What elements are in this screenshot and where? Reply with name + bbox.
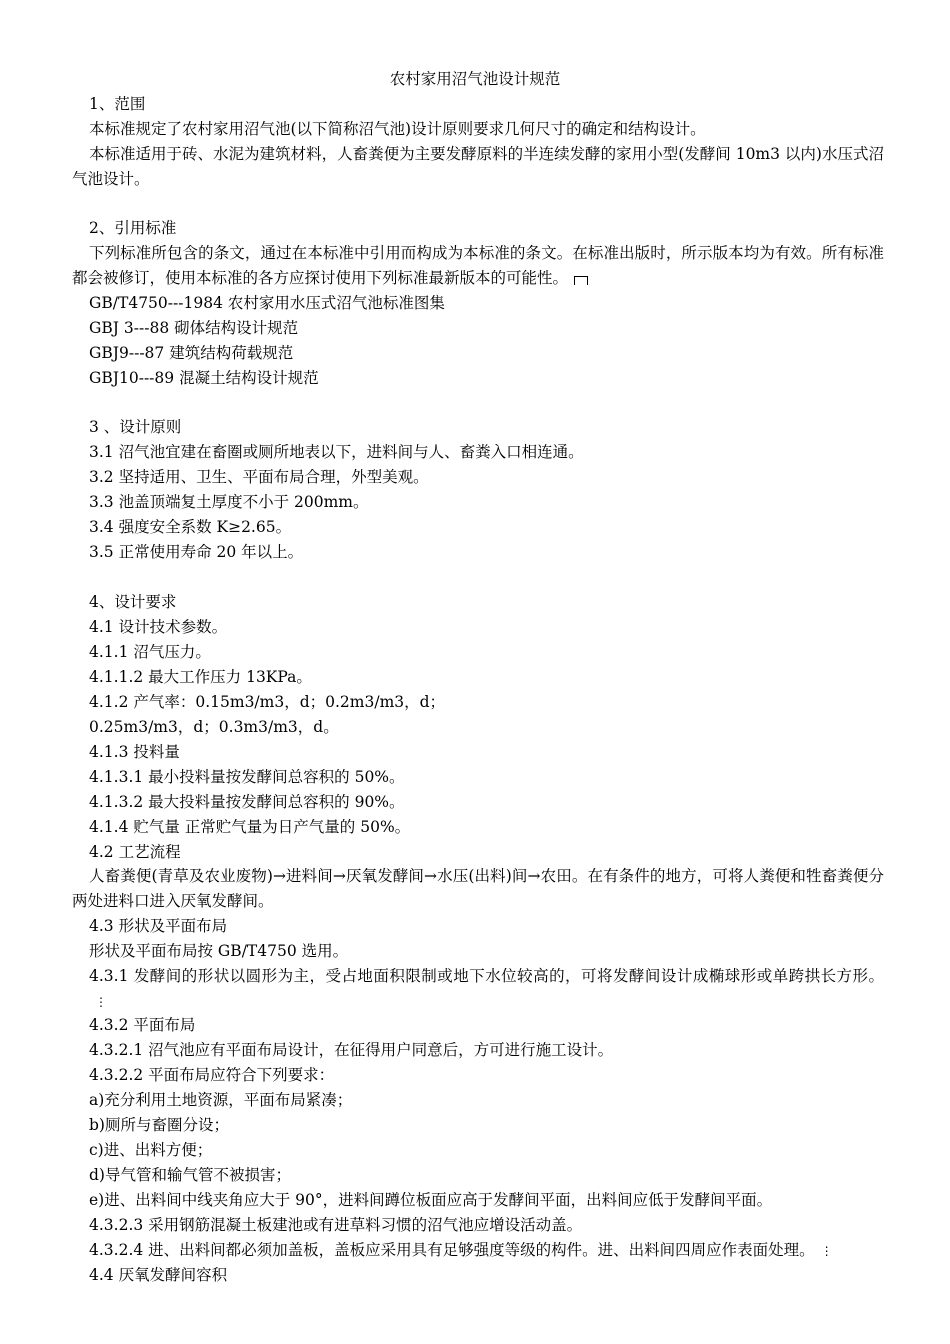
principle-item: 3.4 强度安全系数 K≥2.65。: [89, 518, 292, 536]
section-2-heading: 2、引用标准: [89, 219, 177, 237]
document-title: 农村家用沼气池设计规范: [389, 70, 561, 88]
requirement-line: 4.4 厌氧发酵间容积: [89, 1266, 228, 1284]
cover-plate-text: 4.3.2.4 进、出料间都必须加盖板，盖板应采用具有足够强度等级的构件。进、出料间四周应作表面处理。: [89, 1241, 815, 1259]
principle-item: 3.2 坚持适用、卫生、平面布局合理，外型美观。: [89, 468, 429, 486]
requirement-line: 4.1.3.1 最小投料量按发酵间总容积的 50%。: [89, 768, 405, 786]
requirement-line: 0.25m3/m3，d；0.3m3/m3，d。: [89, 718, 339, 736]
requirement-line: 4.1.1 沼气压力。: [89, 643, 211, 661]
requirement-line: 4.3.2.3 采用钢筋混凝土板建池或有进草料习惯的沼气池应增设活动盖。: [89, 1216, 583, 1234]
requirement-line: 4.1 设计技术参数。: [89, 618, 228, 636]
requirement-line: e)进、出料间中线夹角应大于 90°，进料间蹲位板面应高于发酵间平面，出料间应低于发酵间平面。: [89, 1191, 773, 1209]
requirement-line: c)进、出料方便；: [89, 1141, 213, 1159]
requirement-line: 形状及平面布局按 GB/T4750 选用。: [89, 942, 349, 960]
section-1-paragraph-2: 本标准适用于砖、水泥为建筑材料，人畜粪便为主要发酵原料的半连续发酵的家用小型(发酵间 10m3 以内)水压式沼气池设计。: [72, 145, 884, 188]
principle-item: 3.1 沼气池宜建在畜圈或厕所地表以下，进料间与人、畜粪入口相连通。: [89, 443, 584, 461]
requirement-line: 4.1.3 投料量: [89, 743, 180, 761]
requirement-line: 4.3.2.2 平面布局应符合下列要求：: [89, 1066, 335, 1084]
principle-item: 3.3 池盖顶端复土厚度不小于 200mm。: [89, 493, 369, 511]
reference-item: GBJ10---89 混凝土结构设计规范: [89, 369, 319, 387]
section-2-paragraph-text: 下列标准所包含的条文，通过在本标准中引用而构成为本标准的条文。在标准出版时，所示版本均为有效。所有标准都会被修订，使用本标准的各方应探讨使用下列标准最新版本的可能性。: [72, 244, 884, 287]
section-2-paragraph: [72, 241, 884, 291]
requirement-line: 4.3.2.1 沼气池应有平面布局设计，在征得用户同意后，方可进行施工设计。: [89, 1041, 614, 1059]
requirement-line: a)充分利用土地资源，平面布局紧凑；: [89, 1091, 353, 1109]
reference-item: GBJ9---87 建筑结构荷载规范: [89, 344, 294, 362]
requirement-line: 4.1.1.2 最大工作压力 13KPa。: [89, 668, 312, 686]
requirement-line: 4.3.2 平面布局: [89, 1016, 196, 1034]
requirement-line: 4.1.4 贮气量 正常贮气量为日产气量的 50%。: [89, 818, 411, 836]
bracket-mark-icon: [574, 276, 588, 285]
reference-item: GB/T4750---1984 农村家用水压式沼气池标准图集: [89, 294, 445, 312]
requirement-line: 4.1.3.2 最大投料量按发酵间总容积的 90%。: [89, 793, 405, 811]
requirement-line: 4.2 工艺流程: [89, 843, 181, 861]
vertical-ellipsis-icon: ⋮: [95, 995, 107, 1009]
section-3-heading: 3 、设计原则: [89, 418, 182, 436]
reference-item: GBJ 3---88 砌体结构设计规范: [89, 319, 299, 337]
process-flow-paragraph: 人畜粪便(青草及农业废物)→进料间→厌氧发酵间→水压(出料)间→农田。在有条件的地方，可将人粪便和牲畜粪便分两处进料口进入厌氧发酵间。: [72, 867, 884, 910]
requirement-line: b)厕所与畜圈分设；: [89, 1116, 229, 1134]
shape-paragraph-text: 4.3.1 发酵间的形状以圆形为主，受占地面积限制或地下水位较高的，可将发酵间设计成椭球形或单跨拱长方形。: [89, 967, 884, 985]
section-1-heading: 1、范围: [89, 95, 146, 113]
requirement-line: 4.1.2 产气率：0.15m3/m3，d；0.2m3/m3，d；: [89, 693, 446, 711]
vertical-ellipsis-icon: ⋮: [820, 1244, 833, 1258]
section-4-heading: 4、设计要求: [89, 593, 177, 611]
principle-item: 3.5 正常使用寿命 20 年以上。: [89, 543, 304, 561]
section-1-paragraph-1: 本标准规定了农村家用沼气池(以下简称沼气池)设计原则要求几何尺寸的确定和结构设计。: [89, 120, 706, 138]
requirement-line: d)导气管和输气管不被损害；: [89, 1166, 291, 1184]
shape-paragraph: [72, 964, 884, 1015]
requirement-line: 4.3 形状及平面布局: [89, 917, 228, 935]
requirement-line-with-mark: [89, 1238, 833, 1264]
